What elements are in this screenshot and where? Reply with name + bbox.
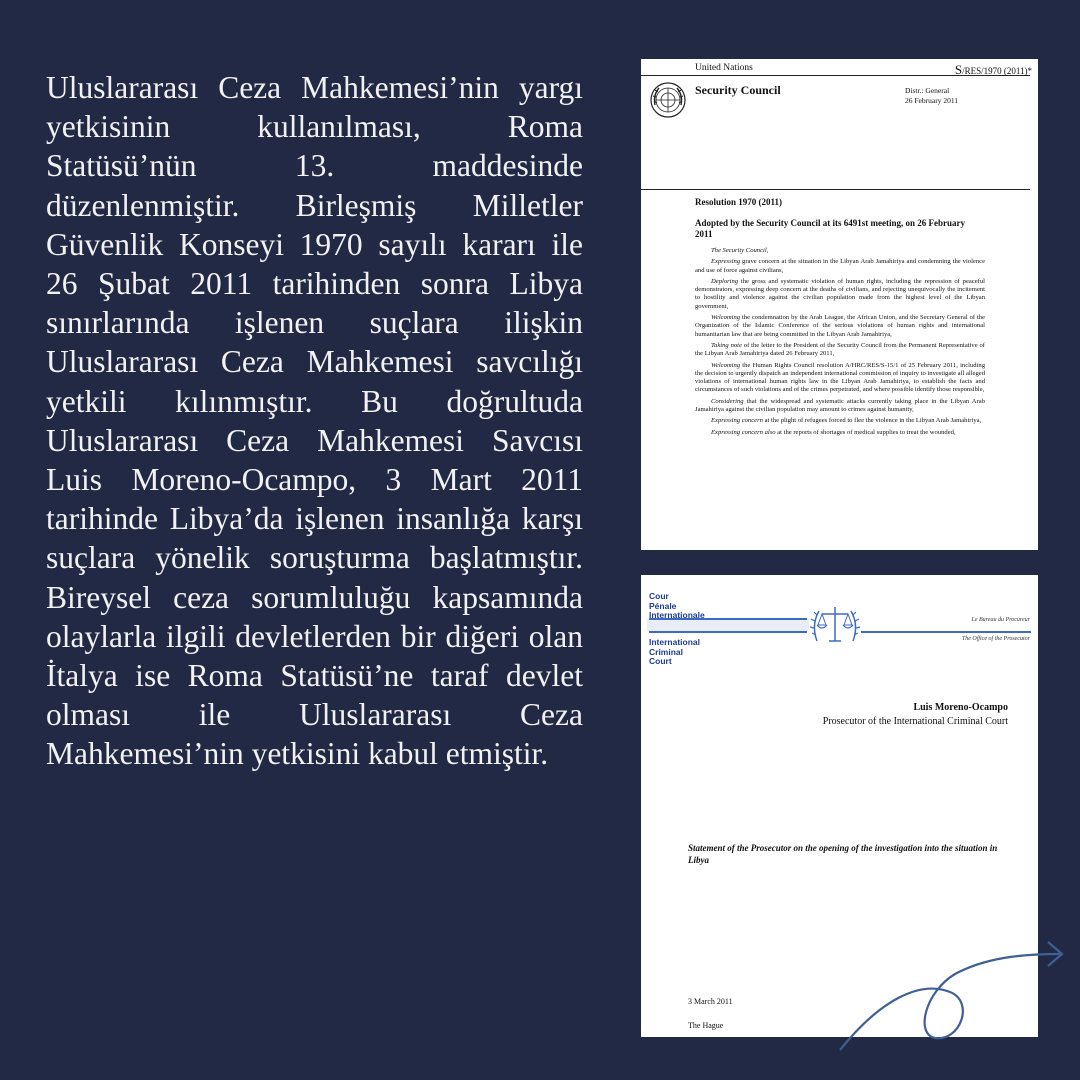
un-paragraph-lead: Expressing concern also	[711, 428, 776, 436]
icc-office-french: Le Bureau du Procureur	[971, 617, 1030, 623]
un-paragraph-text: at the plight of refugees forced to flee the violence in the Libyan Arab Jamahiriya,	[762, 417, 982, 425]
icc-office-english: The Office of the Prosecutor	[961, 636, 1030, 642]
un-paragraph	[695, 314, 985, 339]
icc-prosecutor-title: Prosecutor of the International Criminal Court	[822, 716, 1008, 727]
un-distr-label: Distr.: General	[905, 86, 950, 95]
un-paragraph-lead: Deploring	[711, 277, 739, 285]
icc-statement-title: Statement of the Prosecutor on the opening of the investigation into the situation in Libya	[688, 843, 998, 865]
un-distr-date: 26 February 2011	[905, 96, 959, 105]
un-paragraph-text: the gross and systematic violation of human rights, including the repression of peaceful demonstrators, expressing deep concern at the deaths of civilians, and rejecting unequivocally the incitement to hostility and violence against the civilian population made from the highest level of the Libyan government,	[695, 277, 985, 310]
un-paragraph	[695, 417, 985, 425]
un-paragraph-text: the Human Rights Council resolution A/HRC/RES/S-15/1 of 25 February 2011, including the decision to urgently dispatch an independent international commission of inquiry to investigate all alleged violations of international human rights law in the Libyan Arab Jamahiriya, to establish the facts and circumstances of such violations and of the crimes perpetrated, and where possible identify those responsible,	[695, 361, 985, 394]
un-resolution-title: Resolution 1970 (2011)	[695, 197, 783, 207]
un-paragraph	[695, 278, 985, 311]
un-emblem-icon	[649, 81, 687, 119]
un-paragraph	[695, 398, 985, 415]
un-paragraph-lead: The Security Council,	[711, 247, 769, 254]
un-org-name: United Nations	[695, 63, 753, 73]
un-divider	[641, 189, 1030, 190]
icc-name-french: Cour Pénale Internationale	[649, 591, 705, 620]
un-paragraph	[695, 258, 985, 275]
un-paragraph	[695, 247, 985, 255]
un-symbol-prefix: S	[954, 62, 963, 77]
un-adopted-line: Adopted by the Security Council at its 6491st meeting, on 26 February 2011	[695, 218, 965, 239]
icc-letterhead-band	[647, 619, 809, 631]
un-resolution-body	[695, 247, 985, 440]
un-paragraph	[695, 362, 985, 395]
main-paragraph: Uluslararası Ceza Mahkemesi’nin yargı yetkisinin kullanılması, Roma Statüsü’nün 13. maddesinde düzenlenmiştir. Birleşmiş Milletler Güvenlik Konseyi 1970 sayılı kararı ile 26 Şubat 2011 tarihinden sonra Libya sınırlarında işlenen suçlara ilişkin Uluslararası Ceza Mahkemesi savcılığı yetkili kılınmıştır. Bu doğrultuda Uluslararası Ceza Mahkemesi Savcısı Luis Moreno-Ocampo, 3 Mart 2011 tarihinde Libya’da işlenen insanlığa karşı suçlara yönelik soruşturma başlatmıştır. Bireysel ceza sorumluluğu kapsamında olaylarla ilgili devletlerden bir diğeri olan İtalya ise Roma Statüsü’ne taraf devlet olması ile Uluslararası Ceza Mahkemesi’nin yetkisini kabul etmiştir.	[46, 70, 583, 772]
icc-rule-right	[861, 631, 1031, 633]
un-distribution	[905, 86, 958, 106]
un-paragraph	[695, 429, 985, 437]
un-paragraph-text: grave concern at the situation in the Libyan Arab Jamahiriya and condemning the violence and use of force against civilians,	[695, 258, 985, 274]
icc-name-english: International Criminal Court	[649, 637, 701, 666]
icc-statement-date: 3 March 2011	[688, 997, 733, 1006]
un-paragraph-text: the condemnation by the Arab League, the African Union, and the Secretary General of the Organization of the Islamic Conference of the serious violations of human rights and international humanitarian law that are being committed in the Libyan Arab Jamahiriya,	[695, 314, 985, 338]
icc-statement-document	[641, 575, 1038, 1037]
icc-statement-place: The Hague	[688, 1021, 724, 1030]
un-paragraph-lead: Expressing concern	[711, 417, 763, 425]
un-symbol-rest: /RES/1970 (2011)*	[962, 66, 1032, 76]
un-paragraph-text: of the letter to the President of the Security Council from the Permanent Representative of the Libyan Arab Jamahiriya dated 26 February 2011,	[695, 341, 985, 358]
icc-prosecutor-block	[748, 702, 1008, 727]
un-paragraph-lead: Welcoming	[711, 361, 741, 369]
un-paragraph	[695, 342, 985, 359]
un-resolution-document	[641, 59, 1038, 550]
un-council-name: Security Council	[695, 83, 781, 97]
icc-rule-bottom	[649, 631, 807, 633]
un-document-symbol	[955, 62, 1032, 78]
un-paragraph-lead: Considering	[711, 397, 744, 405]
icc-letterhead	[641, 575, 1038, 675]
un-paragraph-lead: Taking note	[711, 341, 742, 349]
icc-scales-logo-icon	[809, 601, 861, 649]
un-paragraph-text: that the widespread and systematic attacks currently taking place in the Libyan Arab Jamahiriya against the civilian population may amount to crimes against humanity,	[695, 397, 985, 414]
icc-prosecutor-name: Luis Moreno-Ocampo	[913, 702, 1008, 713]
un-paragraph-lead: Welcoming	[711, 314, 741, 322]
un-paragraph-lead: Expressing	[711, 258, 741, 266]
un-paragraph-text: at the reports of shortages of medical supplies to treat the wounded,	[775, 428, 956, 436]
